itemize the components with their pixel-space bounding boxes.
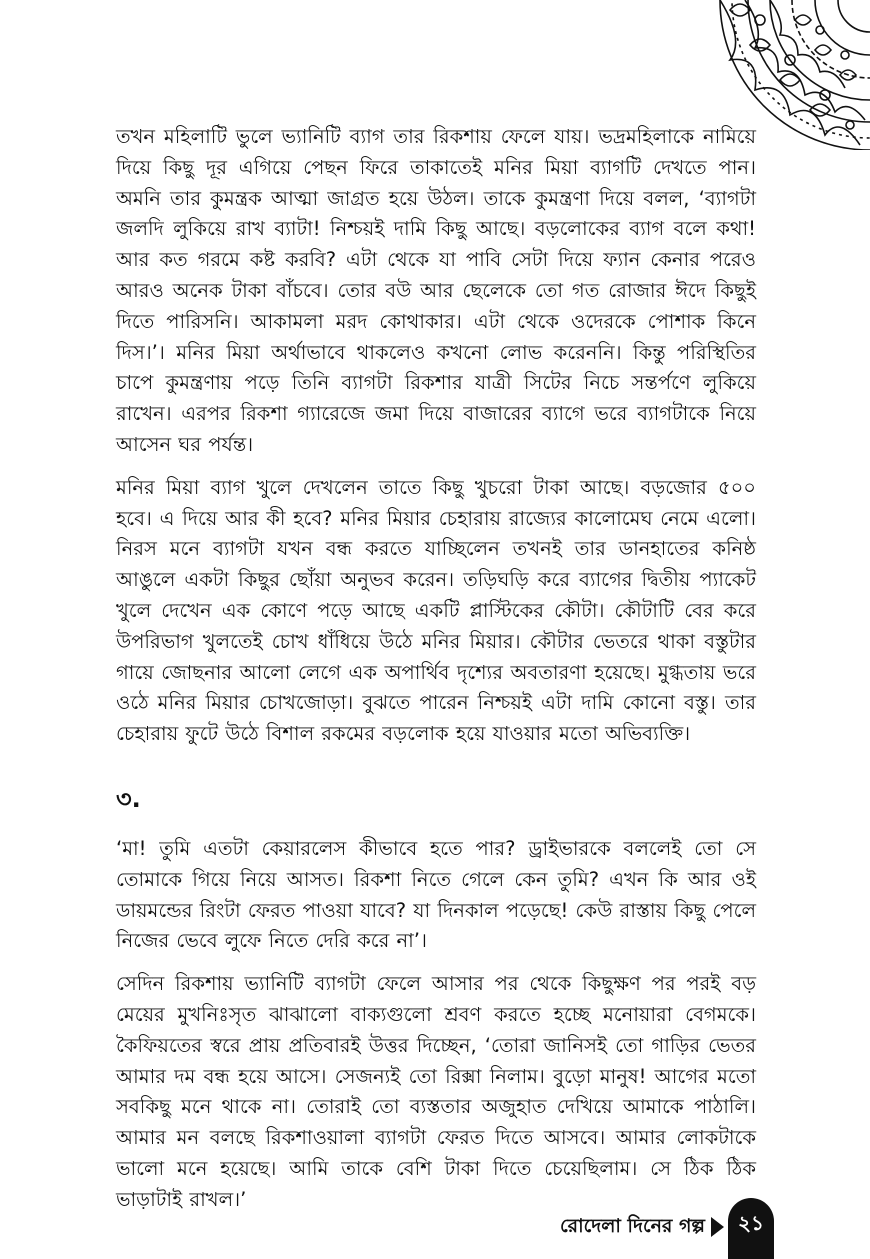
body-paragraph: সেদিন রিকশায় ভ্যানিটি ব্যাগটা ফেলে আসার পর থেকে কিছুক্ষণ পর পরই বড় মেয়ের মুখনিঃসৃত ঝাঝালো বাক্যগুলো শ্রবণ করতে হচ্ছে মনোয়ারা বেগমকে। কৈফিয়তের স্বরে প্রায় প্রতিবারই উত্তর দিচ্ছেন, ‘তোরা জানিসই তো গাড়ির ভেতর আমার দম বন্ধ হয়ে আসে। সেজন্যই তো রিক্সা নিলাম। বুড়ো মানুষ! আগের মতো সবকিছু মনে থাকে না। তোরাই তো ব্যস্ততার অজুহাত দেখিয়ে আমাকে পাঠালি। আমার মন বলছে রিকশাওয়ালা ব্যাগটা ফেরত দিতে আসবে। আমার লোকটাকে ভালো মনে হয়েছে। আমি তাকে বেশি টাকা দিতে চেয়েছিলাম। সে ঠিক ঠিক ভাড়াটাই রাখল।’ [116, 972, 756, 1211]
page-footer [500, 1198, 870, 1259]
section-number: ৩. [116, 784, 141, 813]
body-paragraph: ‘মা! তুমি এতটা কেয়ারলেস কীভাবে হতে পার? ড্রাইভারকে বললেই তো সে তোমাকে গিয়ে নিয়ে আসত। রিকশা নিতে গেলে কেন তুমি? এখন কি আর ওই ডায়মন্ডের রিংটা ফেরত পাওয়া যাবে? যা দিনকাল পড়েছে! কেউ রাস্তায় কিছু পেলে নিজের ভেবে লুফে নিতে দেরি করে না’। [116, 836, 756, 953]
page-body [116, 122, 756, 1228]
triangle-right-icon [711, 1217, 724, 1237]
body-paragraph: তখন মহিলাটি ভুলে ভ্যানিটি ব্যাগ তার রিকশায় ফেলে যায়। ভদ্রমহিলাকে নামিয়ে দিয়ে কিছু দূর এগিয়ে পেছন ফিরে তাকাতেই মনির মিয়া ব্যাগটি দেখতে পান। অমনি তার কুমন্ত্রক আত্মা জাগ্রত হয়ে উঠল। তাকে কুমন্ত্রণা দিয়ে বলল, ‘ব্যাগটা জলদি লুকিয়ে রাখ ব্যাটা! নিশ্চয়ই দামি কিছু আছে। বড়লোকের ব্যাগ বলে কথা! আর কত গরমে কষ্ট করবি? এটা থেকে যা পাবি সেটা দিয়ে ফ্যান কেনার পরেও আরও অনেক টাকা বাঁচবে। তোর বউ আর ছেলেকে তো গত রোজার ঈদে কিছুই দিতে পারিসনি। আকামলা মরদ কোথাকার। এটা থেকে ওদেরকে পোশাক কিনে দিস।’। মনির মিয়া অর্থাভাবে থাকলেও কখনো লোভ করেননি। কিন্তু পরিস্থিতির চাপে কুমন্ত্রণায় পড়ে তিনি ব্যাগটা রিকশার যাত্রী সিটের নিচে সন্তর্পণে লুকিয়ে রাখেন। এরপর রিকশা গ্যারেজে জমা দিয়ে বাজারের ব্যাগে ভরে ব্যাগটাকে নিয়ে আসেন ঘর পর্যন্ত। [116, 125, 756, 456]
body-paragraph: মনির মিয়া ব্যাগ খুলে দেখলেন তাতে কিছু খুচরো টাকা আছে। বড়জোর ৫০০ হবে। এ দিয়ে আর কী হবে? মনির মিয়ার চেহারায় রাজ্যের কালোমেঘ নেমে এলো। নিরস মনে ব্যাগটা যখন বন্ধ করতে যাচ্ছিলেন তখনই তার ডানহাতের কনিষ্ঠ আঙুলে একটা কিছুর ছোঁয়া অনুভব করেন। তড়িঘড়ি করে ব্যাগের দ্বিতীয় প্যাকেট খুলে দেখেন এক কোণে পড়ে আছে একটি প্লাস্টিকের কৌটা। কৌটাটি বের করে উপরিভাগ খুলতেই চোখ ধাঁধিয়ে উঠে মনির মিয়ার। কৌটার ভেতরে থাকা বস্তুটার গায়ে জোছনার আলো লেগে এক অপার্থিব দৃশ্যের অবতারণা হয়েছে। মুগ্ধতায় ভরে ওঠে মনির মিয়ার চোখজোড়া। বুঝতে পারেন নিশ্চয়ই এটা দামি কোনো বস্তু। তার চেহারায় ফুটে উঠে বিশাল রকমের বড়লোক হয়ে যাওয়ার মতো অভিব্যক্তি। [116, 475, 756, 746]
book-title: রোদেলা দিনের গল্প [559, 1215, 705, 1237]
page-number: ২১ [728, 1198, 774, 1259]
